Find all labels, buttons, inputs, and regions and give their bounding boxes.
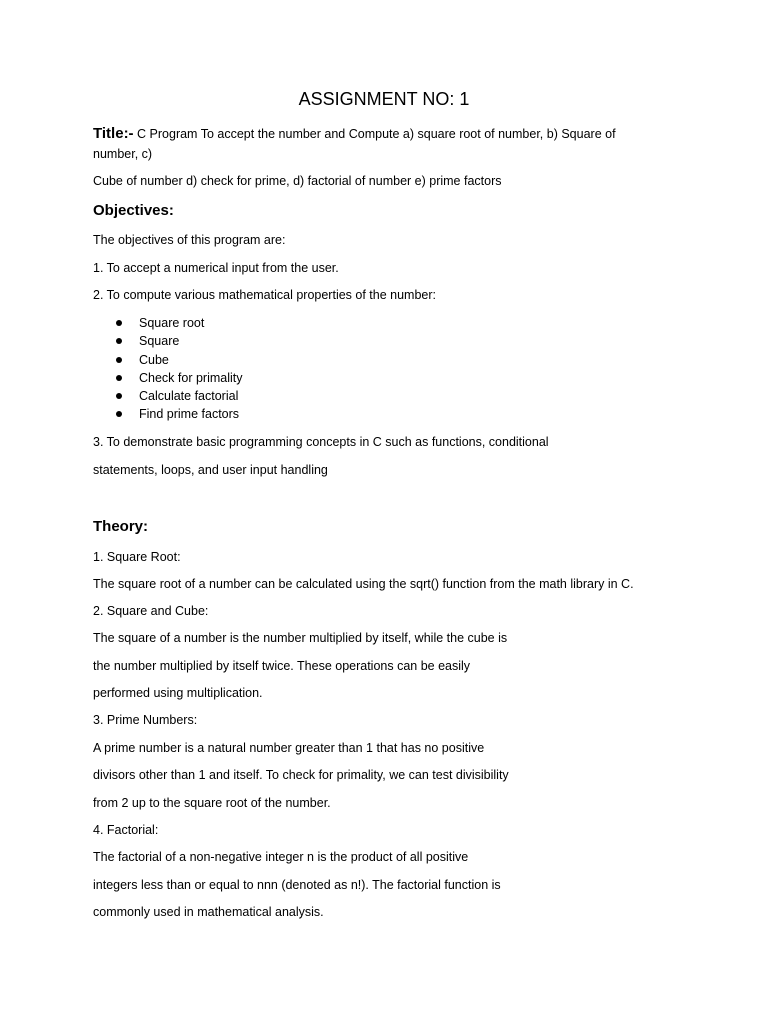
title-line-1 <box>93 126 616 142</box>
bullet-text: Cube <box>139 352 169 367</box>
title-line-3: Cube of number d) check for prime, d) factorial of number e) prime factors <box>93 174 502 188</box>
objective-item-2: 2. To compute various mathematical properties of the number: <box>93 288 436 302</box>
theory-factorial-heading: 4. Factorial: <box>93 823 159 837</box>
theory-prime-line-2: divisors other than 1 and itself. To check for primality, we can test divisibility <box>93 768 509 782</box>
objective-item-3-line-1: 3. To demonstrate basic programming concepts in C such as functions, conditional <box>93 435 549 449</box>
objective-item-1: 1. To accept a numerical input from the user. <box>93 261 339 275</box>
theory-heading: Theory: <box>93 518 149 535</box>
objectives-intro: The objectives of this program are: <box>93 233 286 247</box>
bullet-item <box>116 387 243 405</box>
theory-factorial-line-3: commonly used in mathematical analysis. <box>93 905 324 919</box>
bullet-dot-icon <box>116 357 122 363</box>
bullet-text: Find prime factors <box>139 407 240 422</box>
theory-square-line-2: the number multiplied by itself twice. These operations can be easily <box>93 659 471 673</box>
title-text: C Program To accept the number and Compute a) square root of number, b) Square of <box>133 127 616 141</box>
theory-factorial-line-2: integers less than or equal to nnn (denoted as n!). The factorial function is <box>93 878 501 892</box>
theory-sqrt-heading: 1. Square Root: <box>93 550 181 564</box>
assignment-title: ASSIGNMENT NO: 1 <box>298 89 470 109</box>
bullet-item <box>116 405 243 423</box>
property-bullet-list <box>116 314 243 424</box>
theory-square-line-1: The square of a number is the number multiplied by itself, while the cube is <box>93 631 508 645</box>
theory-prime-heading: 3. Prime Numbers: <box>93 713 198 727</box>
objective-item-3-line-2: statements, loops, and user input handling <box>93 463 328 477</box>
theory-square-heading: 2. Square and Cube: <box>93 604 209 618</box>
theory-prime-line-3: from 2 up to the square root of the number. <box>93 796 331 810</box>
bullet-text: Square <box>139 334 180 349</box>
theory-square-line-3: performed using multiplication. <box>93 686 263 700</box>
bullet-text: Calculate factorial <box>139 389 239 404</box>
bullet-item <box>116 332 243 350</box>
bullet-dot-icon <box>116 411 122 417</box>
bullet-item <box>116 351 243 369</box>
bullet-dot-icon <box>116 393 122 399</box>
bullet-text: Check for primality <box>139 370 243 385</box>
objectives-heading: Objectives: <box>93 202 174 219</box>
title-line-2: number, c) <box>93 147 153 161</box>
title-label: Title:- <box>93 125 134 142</box>
bullet-item <box>116 314 243 332</box>
theory-sqrt-text: The square root of a number can be calculated using the sqrt() function from the math library in C. <box>93 577 634 591</box>
bullet-text: Square root <box>139 316 205 330</box>
bullet-item <box>116 369 243 387</box>
bullet-dot-icon <box>116 338 122 344</box>
theory-prime-line-1: A prime number is a natural number greater than 1 that has no positive <box>93 741 485 755</box>
bullet-dot-icon <box>116 375 122 381</box>
theory-factorial-line-1: The factorial of a non-negative integer n is the product of all positive <box>93 850 469 864</box>
bullet-dot-icon <box>116 320 122 326</box>
